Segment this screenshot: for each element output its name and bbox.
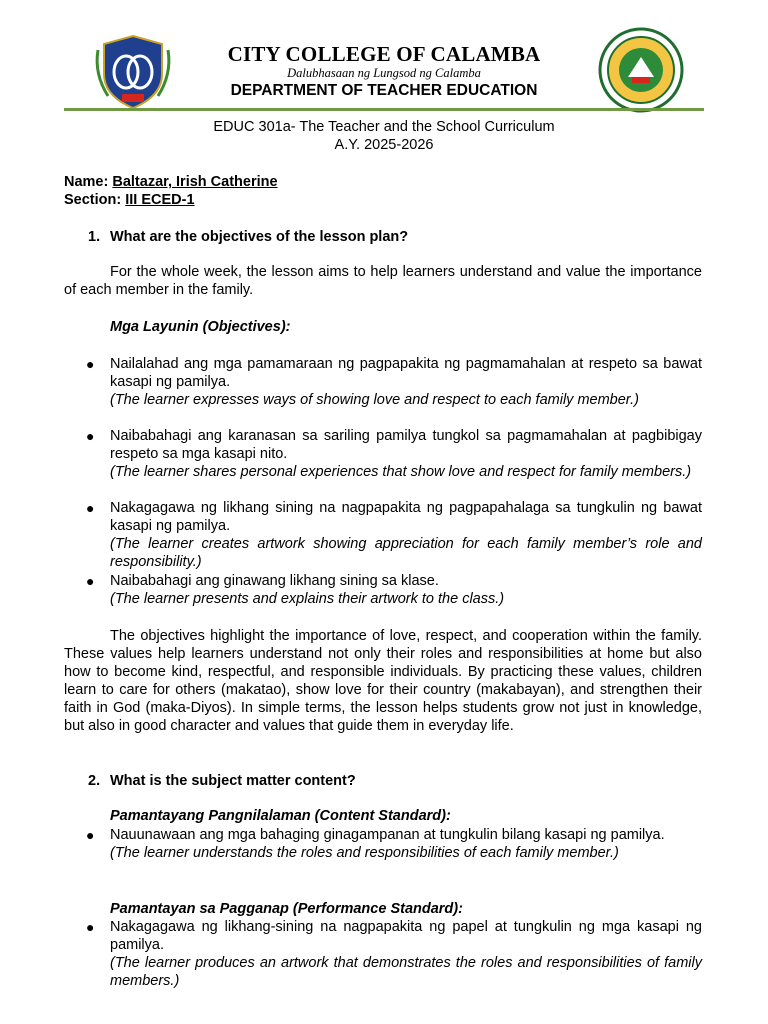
bullet-icon: ● [86, 573, 95, 589]
student-name: Baltazar, Irish Catherine [112, 174, 278, 190]
name-label: Name: [64, 174, 109, 190]
objective-item [110, 499, 702, 571]
academic-year: A.Y. 2025-2026 [334, 137, 434, 153]
bullet-icon: ● [86, 356, 95, 372]
objective-item [110, 427, 702, 481]
content-standard-text: Nauunawaan ang mga bahaging ginagampanan at tungkulin bilang kasapi ng pamilya. [110, 827, 665, 843]
bullet-icon: ● [86, 919, 95, 935]
objective-translation: (The learner expresses ways of showing love and respect to each family member.) [110, 392, 639, 408]
department-name: DEPARTMENT OF TEACHER EDUCATION [230, 82, 538, 99]
question-2-number: 2. [88, 773, 101, 789]
intro-paragraph: For the whole week, the lesson aims to help learners understand and value the importance of each member in the family. [64, 264, 702, 298]
objective-item [110, 572, 702, 608]
bullet-icon: ● [86, 428, 95, 444]
objective-text: Naibabahagi ang karanasan sa sariling pamilya tungkol sa pagmamahalan at pagbibigay respeto sa mga kasapi nito. [110, 428, 702, 462]
performance-standard-item [110, 918, 702, 990]
section-label: Section: [64, 192, 122, 208]
section-line [64, 191, 195, 209]
bullet-icon: ● [86, 500, 95, 516]
teacher-education-seal [598, 27, 684, 113]
content-standard-heading: Pamantayang Pangnilalaman (Content Standard): [110, 808, 451, 824]
content-standard-translation: (The learner understands the roles and responsibilities of each family member.) [110, 845, 619, 861]
objectives-heading: Mga Layunin (Objectives): [110, 319, 291, 335]
performance-standard-heading: Pamantayan sa Pagganap (Performance Standard): [110, 901, 463, 917]
objective-text: Nakagagawa ng likhang sining na nagpapakita ng pagpapahalaga sa tungkulin ng bawat kasapi ng pamilya. [110, 500, 702, 534]
name-line [64, 173, 278, 191]
performance-standard-text: Nakagagawa ng likhang-sining na nagpapakita ng papel at tungkulin ng mga kasapi ng pamilya. [110, 919, 702, 953]
summary-paragraph: The objectives highlight the importance of love, respect, and cooperation within the family. These values help learners understand not only their roles and responsibilities at home but also how to become kind, respectful, and responsible individuals. By practicing these values, children learn to care for others (makatao), show love for their country (makabayan), and strengthen their faith in God (maka-Diyos). In simple terms, the lesson helps students grow not just in knowledge, but also in good character and values that guide them in everyday life. [64, 628, 702, 734]
college-subtitle: Dalubhasaan ng Lungsod ng Calamba [287, 66, 481, 80]
objective-item [110, 355, 702, 409]
objective-text: Naibabahagi ang ginawang likhang sining sa klase. [110, 573, 439, 589]
student-section: III ECED-1 [125, 192, 195, 208]
objective-text: Nailalahad ang mga pamamaraan ng pagpapakita ng pagmamahalan at respeto sa bawat kasapi ng pamilya. [110, 356, 702, 390]
performance-standard-translation: (The learner produces an artwork that demonstrates the roles and responsibilities of family members.) [110, 955, 702, 989]
objective-translation: (The learner creates artwork showing appreciation for each family member’s role and responsibility.) [110, 536, 702, 570]
question-2: What is the subject matter content? [110, 773, 356, 789]
question-1: What are the objectives of the lesson plan? [110, 229, 409, 245]
city-college-logo [92, 30, 174, 112]
course-title: EDUC 301a- The Teacher and the School Curriculum [213, 119, 555, 135]
college-name: CITY COLLEGE OF CALAMBA [227, 42, 541, 66]
objective-translation: (The learner shares personal experiences that show love and respect for family members.) [110, 464, 692, 480]
objective-translation: (The learner presents and explains their artwork to the class.) [110, 591, 505, 607]
course-block [64, 118, 704, 154]
header-divider [64, 108, 704, 111]
bullet-icon: ● [86, 827, 95, 843]
question-1-number: 1. [88, 229, 101, 245]
content-standard-item [110, 826, 702, 862]
